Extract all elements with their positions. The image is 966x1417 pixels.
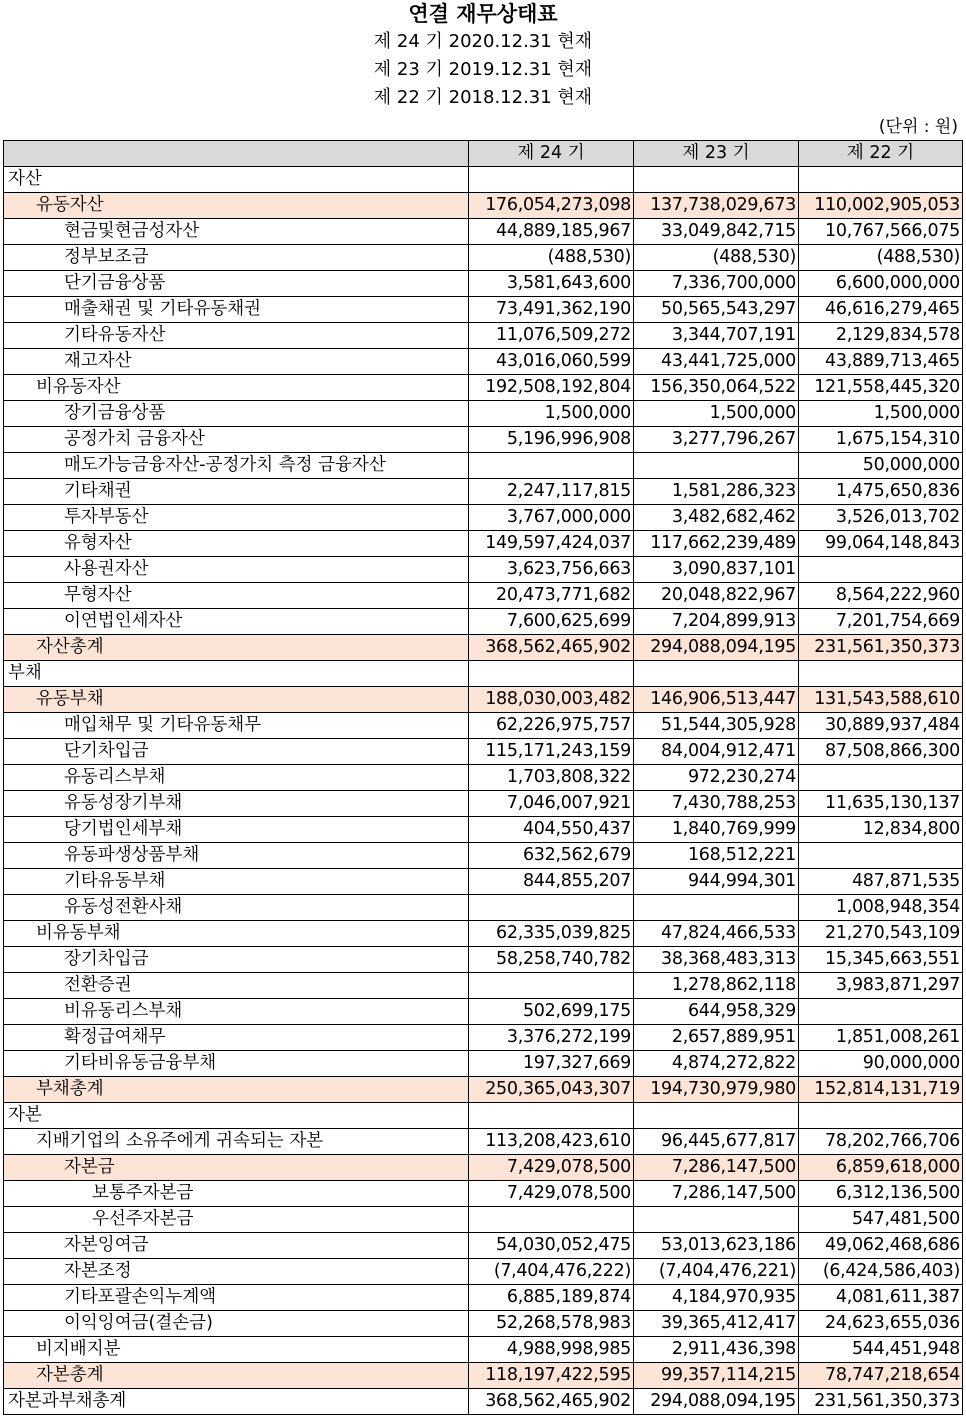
- row-label: 유동성전환사채: [4, 895, 469, 921]
- value-24: [469, 973, 634, 999]
- value-23: 4,874,272,822: [634, 1051, 799, 1077]
- value-22: [799, 167, 963, 193]
- table-row: [4, 999, 963, 1025]
- row-label: 정부보조금: [4, 245, 469, 271]
- value-22: [799, 765, 963, 791]
- table-row: [4, 843, 963, 869]
- period-line-22: 제 22 기 2018.12.31 현재: [373, 87, 593, 108]
- value-22: 43,889,713,465: [799, 349, 963, 375]
- table-row: [4, 401, 963, 427]
- value-23: 20,048,822,967: [634, 583, 799, 609]
- row-label: 자본과부채총계: [4, 1389, 469, 1415]
- value-24: 3,767,000,000: [469, 505, 634, 531]
- value-22: [799, 999, 963, 1025]
- table-row: [4, 427, 963, 453]
- value-24: [469, 453, 634, 479]
- value-22: (6,424,586,403): [799, 1259, 963, 1285]
- value-22: 21,270,543,109: [799, 921, 963, 947]
- value-24: [469, 895, 634, 921]
- value-24: 2,247,117,815: [469, 479, 634, 505]
- value-23: 2,657,889,951: [634, 1025, 799, 1051]
- value-23: 96,445,677,817: [634, 1129, 799, 1155]
- value-22: 24,623,655,036: [799, 1311, 963, 1337]
- value-24: 844,855,207: [469, 869, 634, 895]
- row-label: 매출채권 및 기타유동채권: [4, 297, 469, 323]
- row-label: 유동파생상품부채: [4, 843, 469, 869]
- row-label: 투자부동산: [4, 505, 469, 531]
- row-label: 지배기업의 소유주에게 귀속되는 자본: [4, 1129, 469, 1155]
- value-24: 404,550,437: [469, 817, 634, 843]
- row-label: 장기금융상품: [4, 401, 469, 427]
- row-label: 기타유동자산: [4, 323, 469, 349]
- row-label: 매도가능금융자산-공정가치 측정 금융자산: [4, 453, 469, 479]
- value-23: (488,530): [634, 245, 799, 271]
- value-22: 6,312,136,500: [799, 1181, 963, 1207]
- value-23: 2,911,436,398: [634, 1337, 799, 1363]
- value-24: 3,581,643,600: [469, 271, 634, 297]
- table-row: [4, 713, 963, 739]
- value-22: 50,000,000: [799, 453, 963, 479]
- value-22: 87,508,866,300: [799, 739, 963, 765]
- column-header-23: 제 23 기: [634, 141, 799, 167]
- value-22: 2,129,834,578: [799, 323, 963, 349]
- value-23: 43,441,725,000: [634, 349, 799, 375]
- value-22: 1,500,000: [799, 401, 963, 427]
- value-22: 3,983,871,297: [799, 973, 963, 999]
- value-22: 544,451,948: [799, 1337, 963, 1363]
- value-22: [799, 843, 963, 869]
- value-24: 6,885,189,874: [469, 1285, 634, 1311]
- row-label: 현금및현금성자산: [4, 219, 469, 245]
- value-23: 1,581,286,323: [634, 479, 799, 505]
- value-23: 3,090,837,101: [634, 557, 799, 583]
- row-label: 유동성장기부채: [4, 791, 469, 817]
- value-24: 52,268,578,983: [469, 1311, 634, 1337]
- value-24: 1,703,808,322: [469, 765, 634, 791]
- value-24: 1,500,000: [469, 401, 634, 427]
- table-row: [4, 1051, 963, 1077]
- row-label: 기타채권: [4, 479, 469, 505]
- value-24: 20,473,771,682: [469, 583, 634, 609]
- row-label: 부채: [4, 661, 469, 687]
- value-23: 972,230,274: [634, 765, 799, 791]
- value-22: 231,561,350,373: [799, 1389, 963, 1415]
- value-22: 12,834,800: [799, 817, 963, 843]
- statement-header: [0, 0, 966, 112]
- value-22: [799, 661, 963, 687]
- row-label: 무형자산: [4, 583, 469, 609]
- value-23: 50,565,543,297: [634, 297, 799, 323]
- value-22: 15,345,663,551: [799, 947, 963, 973]
- row-label: 보통주자본금: [4, 1181, 469, 1207]
- period-line-24: 제 24 기 2020.12.31 현재: [373, 31, 593, 52]
- table-row: [4, 1259, 963, 1285]
- value-24: 7,600,625,699: [469, 609, 634, 635]
- table-row: [4, 375, 963, 401]
- value-22: 4,081,611,387: [799, 1285, 963, 1311]
- row-label: 비지배지분: [4, 1337, 469, 1363]
- table-row: [4, 1337, 963, 1363]
- table-row: [4, 1155, 963, 1181]
- value-23: 1,840,769,999: [634, 817, 799, 843]
- statement-title: 연결 재무상태표: [408, 2, 558, 26]
- table-row: [4, 765, 963, 791]
- value-22: 10,767,566,075: [799, 219, 963, 245]
- table-row: [4, 557, 963, 583]
- row-label: 단기금융상품: [4, 271, 469, 297]
- value-22: 3,526,013,702: [799, 505, 963, 531]
- table-row: [4, 323, 963, 349]
- value-23: 3,277,796,267: [634, 427, 799, 453]
- row-label: 유형자산: [4, 531, 469, 557]
- table-row: [4, 271, 963, 297]
- value-23: [634, 895, 799, 921]
- value-24: 7,046,007,921: [469, 791, 634, 817]
- value-22: [799, 557, 963, 583]
- value-24: 149,597,424,037: [469, 531, 634, 557]
- value-23: 194,730,979,980: [634, 1077, 799, 1103]
- table-row: [4, 1363, 963, 1389]
- table-row: [4, 687, 963, 713]
- value-24: (7,404,476,222): [469, 1259, 634, 1285]
- value-24: [469, 1103, 634, 1129]
- value-22: 90,000,000: [799, 1051, 963, 1077]
- value-24: 58,258,740,782: [469, 947, 634, 973]
- value-22: 110,002,905,053: [799, 193, 963, 219]
- period-line-23: 제 23 기 2019.12.31 현재: [373, 59, 593, 80]
- table-row: [4, 219, 963, 245]
- column-header-22: 제 22 기: [799, 141, 963, 167]
- value-24: 62,226,975,757: [469, 713, 634, 739]
- table-row: [4, 349, 963, 375]
- row-label: 유동부채: [4, 687, 469, 713]
- table-row: [4, 1077, 963, 1103]
- table-row: [4, 1103, 963, 1129]
- value-23: 156,350,064,522: [634, 375, 799, 401]
- row-label: 당기법인세부채: [4, 817, 469, 843]
- value-23: 7,204,899,913: [634, 609, 799, 635]
- column-header-24: 제 24 기: [469, 141, 634, 167]
- value-23: [634, 1103, 799, 1129]
- value-23: 33,049,842,715: [634, 219, 799, 245]
- table-row: [4, 583, 963, 609]
- row-label: 자산총계: [4, 635, 469, 661]
- row-label: 자본: [4, 1103, 469, 1129]
- table-row: [4, 661, 963, 687]
- table-row: [4, 1025, 963, 1051]
- balance-sheet-table: [3, 140, 963, 1415]
- table-row: [4, 297, 963, 323]
- value-24: 250,365,043,307: [469, 1077, 634, 1103]
- value-22: 6,600,000,000: [799, 271, 963, 297]
- row-label: 이익잉여금(결손금): [4, 1311, 469, 1337]
- value-22: 1,008,948,354: [799, 895, 963, 921]
- table-row: [4, 531, 963, 557]
- value-23: 47,824,466,533: [634, 921, 799, 947]
- row-label: 전환증권: [4, 973, 469, 999]
- value-23: 3,344,707,191: [634, 323, 799, 349]
- row-label: 기타비유동금융부채: [4, 1051, 469, 1077]
- value-22: 46,616,279,465: [799, 297, 963, 323]
- value-23: 294,088,094,195: [634, 1389, 799, 1415]
- table-row: [4, 921, 963, 947]
- value-22: 30,889,937,484: [799, 713, 963, 739]
- table-row: [4, 791, 963, 817]
- value-23: 1,278,862,118: [634, 973, 799, 999]
- value-22: 487,871,535: [799, 869, 963, 895]
- value-22: 7,201,754,669: [799, 609, 963, 635]
- table-row: [4, 1389, 963, 1415]
- table-row: [4, 245, 963, 271]
- value-24: 3,376,272,199: [469, 1025, 634, 1051]
- value-23: 7,336,700,000: [634, 271, 799, 297]
- value-23: 117,662,239,489: [634, 531, 799, 557]
- row-label: 우선주자본금: [4, 1207, 469, 1233]
- table-row: [4, 609, 963, 635]
- row-label: 자산: [4, 167, 469, 193]
- value-24: 192,508,192,804: [469, 375, 634, 401]
- value-23: 146,906,513,447: [634, 687, 799, 713]
- value-23: 168,512,221: [634, 843, 799, 869]
- value-23: 7,286,147,500: [634, 1155, 799, 1181]
- table-row: [4, 1285, 963, 1311]
- row-label: 기타포괄손익누계액: [4, 1285, 469, 1311]
- value-24: 176,054,273,098: [469, 193, 634, 219]
- value-24: 368,562,465,902: [469, 1389, 634, 1415]
- value-23: [634, 453, 799, 479]
- row-label: 부채총계: [4, 1077, 469, 1103]
- value-22: 11,635,130,137: [799, 791, 963, 817]
- value-24: 7,429,078,500: [469, 1155, 634, 1181]
- value-24: 54,030,052,475: [469, 1233, 634, 1259]
- value-24: 3,623,756,663: [469, 557, 634, 583]
- value-23: 84,004,912,471: [634, 739, 799, 765]
- table-body: [4, 167, 963, 1415]
- row-label: 유동리스부채: [4, 765, 469, 791]
- table-row: [4, 1311, 963, 1337]
- table-row: [4, 167, 963, 193]
- value-22: 131,543,588,610: [799, 687, 963, 713]
- value-24: 118,197,422,595: [469, 1363, 634, 1389]
- value-23: 53,013,623,186: [634, 1233, 799, 1259]
- row-label: 장기차입금: [4, 947, 469, 973]
- value-23: 644,958,329: [634, 999, 799, 1025]
- value-22: 121,558,445,320: [799, 375, 963, 401]
- row-label: 매입채무 및 기타유동채무: [4, 713, 469, 739]
- value-23: 294,088,094,195: [634, 635, 799, 661]
- table-row: [4, 947, 963, 973]
- row-label: 자본금: [4, 1155, 469, 1181]
- value-22: 49,062,468,686: [799, 1233, 963, 1259]
- value-23: [634, 661, 799, 687]
- value-24: 7,429,078,500: [469, 1181, 634, 1207]
- value-22: [799, 1103, 963, 1129]
- value-22: 78,747,218,654: [799, 1363, 963, 1389]
- value-24: 113,208,423,610: [469, 1129, 634, 1155]
- value-24: 5,196,996,908: [469, 427, 634, 453]
- value-24: (488,530): [469, 245, 634, 271]
- value-23: 7,430,788,253: [634, 791, 799, 817]
- value-24: 632,562,679: [469, 843, 634, 869]
- value-24: 4,988,998,985: [469, 1337, 634, 1363]
- value-24: 368,562,465,902: [469, 635, 634, 661]
- value-23: [634, 167, 799, 193]
- value-22: 1,475,650,836: [799, 479, 963, 505]
- value-22: 99,064,148,843: [799, 531, 963, 557]
- row-label: 비유동부채: [4, 921, 469, 947]
- value-23: 7,286,147,500: [634, 1181, 799, 1207]
- table-row: [4, 739, 963, 765]
- row-label: 자본잉여금: [4, 1233, 469, 1259]
- value-22: 547,481,500: [799, 1207, 963, 1233]
- value-24: 11,076,509,272: [469, 323, 634, 349]
- value-23: 39,365,412,417: [634, 1311, 799, 1337]
- value-24: 188,030,003,482: [469, 687, 634, 713]
- value-24: 62,335,039,825: [469, 921, 634, 947]
- value-24: 502,699,175: [469, 999, 634, 1025]
- row-label: 확정급여채무: [4, 1025, 469, 1051]
- value-24: [469, 1207, 634, 1233]
- table-row: [4, 817, 963, 843]
- value-24: 115,171,243,159: [469, 739, 634, 765]
- row-label: 자본조정: [4, 1259, 469, 1285]
- table-row: [4, 505, 963, 531]
- table-row: [4, 193, 963, 219]
- row-label: 자본총계: [4, 1363, 469, 1389]
- table-row: [4, 1207, 963, 1233]
- value-23: 1,500,000: [634, 401, 799, 427]
- value-23: 137,738,029,673: [634, 193, 799, 219]
- value-22: 1,675,154,310: [799, 427, 963, 453]
- header-row: [4, 141, 963, 167]
- row-label: 비유동리스부채: [4, 999, 469, 1025]
- table-row: [4, 453, 963, 479]
- table-row: [4, 869, 963, 895]
- value-23: 4,184,970,935: [634, 1285, 799, 1311]
- value-22: 8,564,222,960: [799, 583, 963, 609]
- value-24: 73,491,362,190: [469, 297, 634, 323]
- value-23: 944,994,301: [634, 869, 799, 895]
- value-22: 78,202,766,706: [799, 1129, 963, 1155]
- value-24: [469, 167, 634, 193]
- row-label: 기타유동부채: [4, 869, 469, 895]
- value-22: 152,814,131,719: [799, 1077, 963, 1103]
- value-22: 6,859,618,000: [799, 1155, 963, 1181]
- table-row: [4, 895, 963, 921]
- row-label: 공정가치 금융자산: [4, 427, 469, 453]
- value-24: 44,889,185,967: [469, 219, 634, 245]
- value-23: [634, 1207, 799, 1233]
- row-label: 이연법인세자산: [4, 609, 469, 635]
- table-row: [4, 973, 963, 999]
- row-label: 비유동자산: [4, 375, 469, 401]
- row-label: 재고자산: [4, 349, 469, 375]
- value-22: (488,530): [799, 245, 963, 271]
- row-label: 단기차입금: [4, 739, 469, 765]
- value-23: 3,482,682,462: [634, 505, 799, 531]
- table-row: [4, 1233, 963, 1259]
- value-22: 231,561,350,373: [799, 635, 963, 661]
- table-row: [4, 479, 963, 505]
- value-24: 43,016,060,599: [469, 349, 634, 375]
- row-label: 유동자산: [4, 193, 469, 219]
- value-22: 1,851,008,261: [799, 1025, 963, 1051]
- value-24: 197,327,669: [469, 1051, 634, 1077]
- table-row: [4, 1181, 963, 1207]
- value-24: [469, 661, 634, 687]
- table-row: [4, 1129, 963, 1155]
- row-label: 사용권자산: [4, 557, 469, 583]
- value-23: 38,368,483,313: [634, 947, 799, 973]
- value-23: 51,544,305,928: [634, 713, 799, 739]
- unit-label: (단위 : 원): [878, 117, 958, 137]
- value-23: 99,357,114,215: [634, 1363, 799, 1389]
- header-blank: [4, 141, 469, 167]
- table-row: [4, 635, 963, 661]
- value-23: (7,404,476,221): [634, 1259, 799, 1285]
